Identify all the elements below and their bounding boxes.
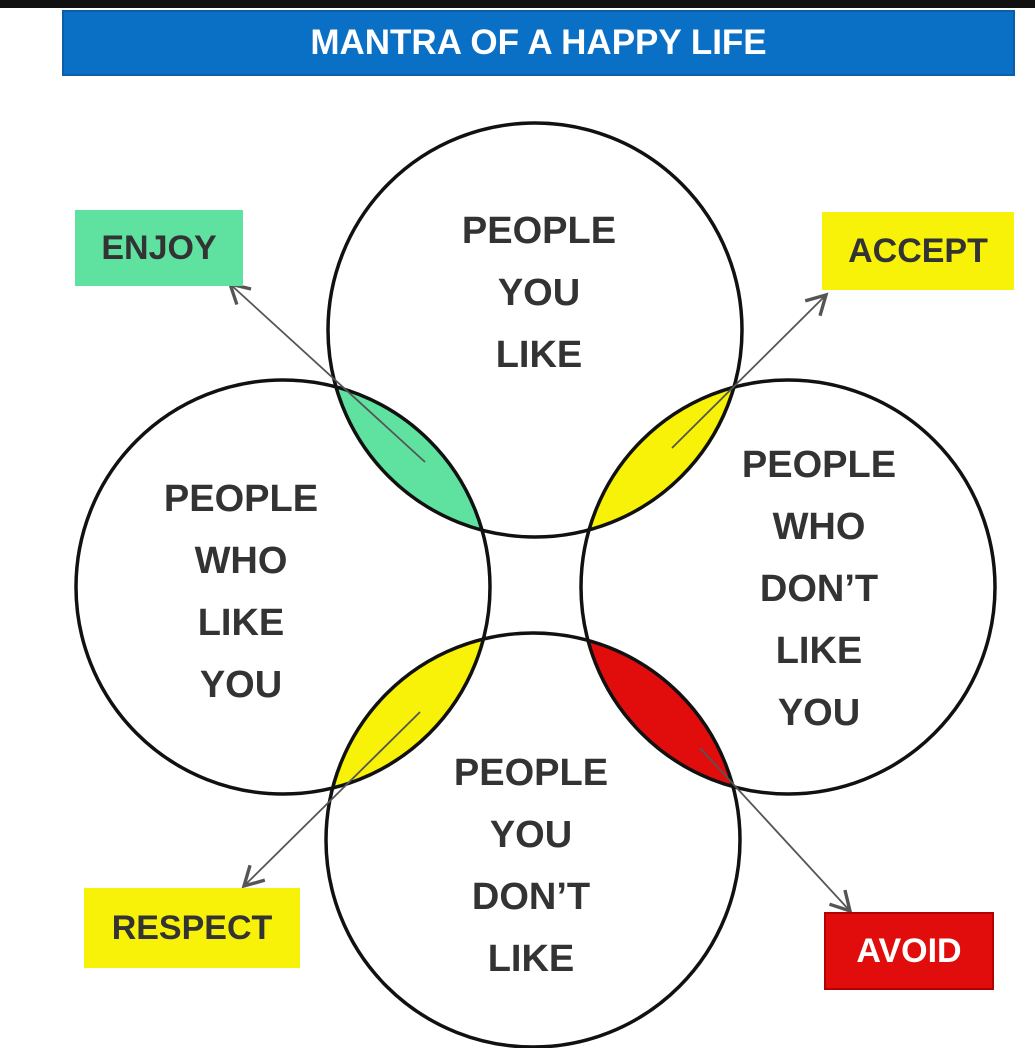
circle-label-line: LIKE [197,602,285,644]
circle-label-line: PEOPLE [741,444,897,486]
circle-label-people-you-dont-like [426,742,636,990]
circle-label-line: LIKE [775,630,863,672]
circle-label-line: YOU [489,814,573,856]
circle-label-line: PEOPLE [453,752,609,794]
avoid-label: AVOID [824,912,994,990]
arrow-to-respect [244,712,420,886]
circle-label-line: PEOPLE [163,478,319,520]
accept-label: ACCEPT [822,212,1014,290]
circle-label-people-you-like [434,200,644,386]
circle-label-people-who-dont-like-you [714,434,924,744]
circle-label-line: YOU [199,664,283,706]
circle-label-line: PEOPLE [461,210,617,252]
circle-label-line: WHO [772,506,866,548]
circle-label-line: LIKE [487,938,575,980]
circle-label-line: WHO [194,540,288,582]
arrow-to-avoid [700,748,850,911]
circle-label-line: DON’T [471,876,591,918]
circle-label-line: LIKE [495,334,583,376]
enjoy-label: ENJOY [75,210,243,286]
circle-label-line: DON’T [759,568,879,610]
circle-label-line: YOU [777,692,861,734]
respect-label: RESPECT [84,888,300,968]
page-title: MANTRA OF A HAPPY LIFE [310,23,767,62]
circle-label-line: YOU [497,272,581,314]
circle-label-people-who-like-you [136,468,346,716]
arrow-to-accept [672,295,826,448]
